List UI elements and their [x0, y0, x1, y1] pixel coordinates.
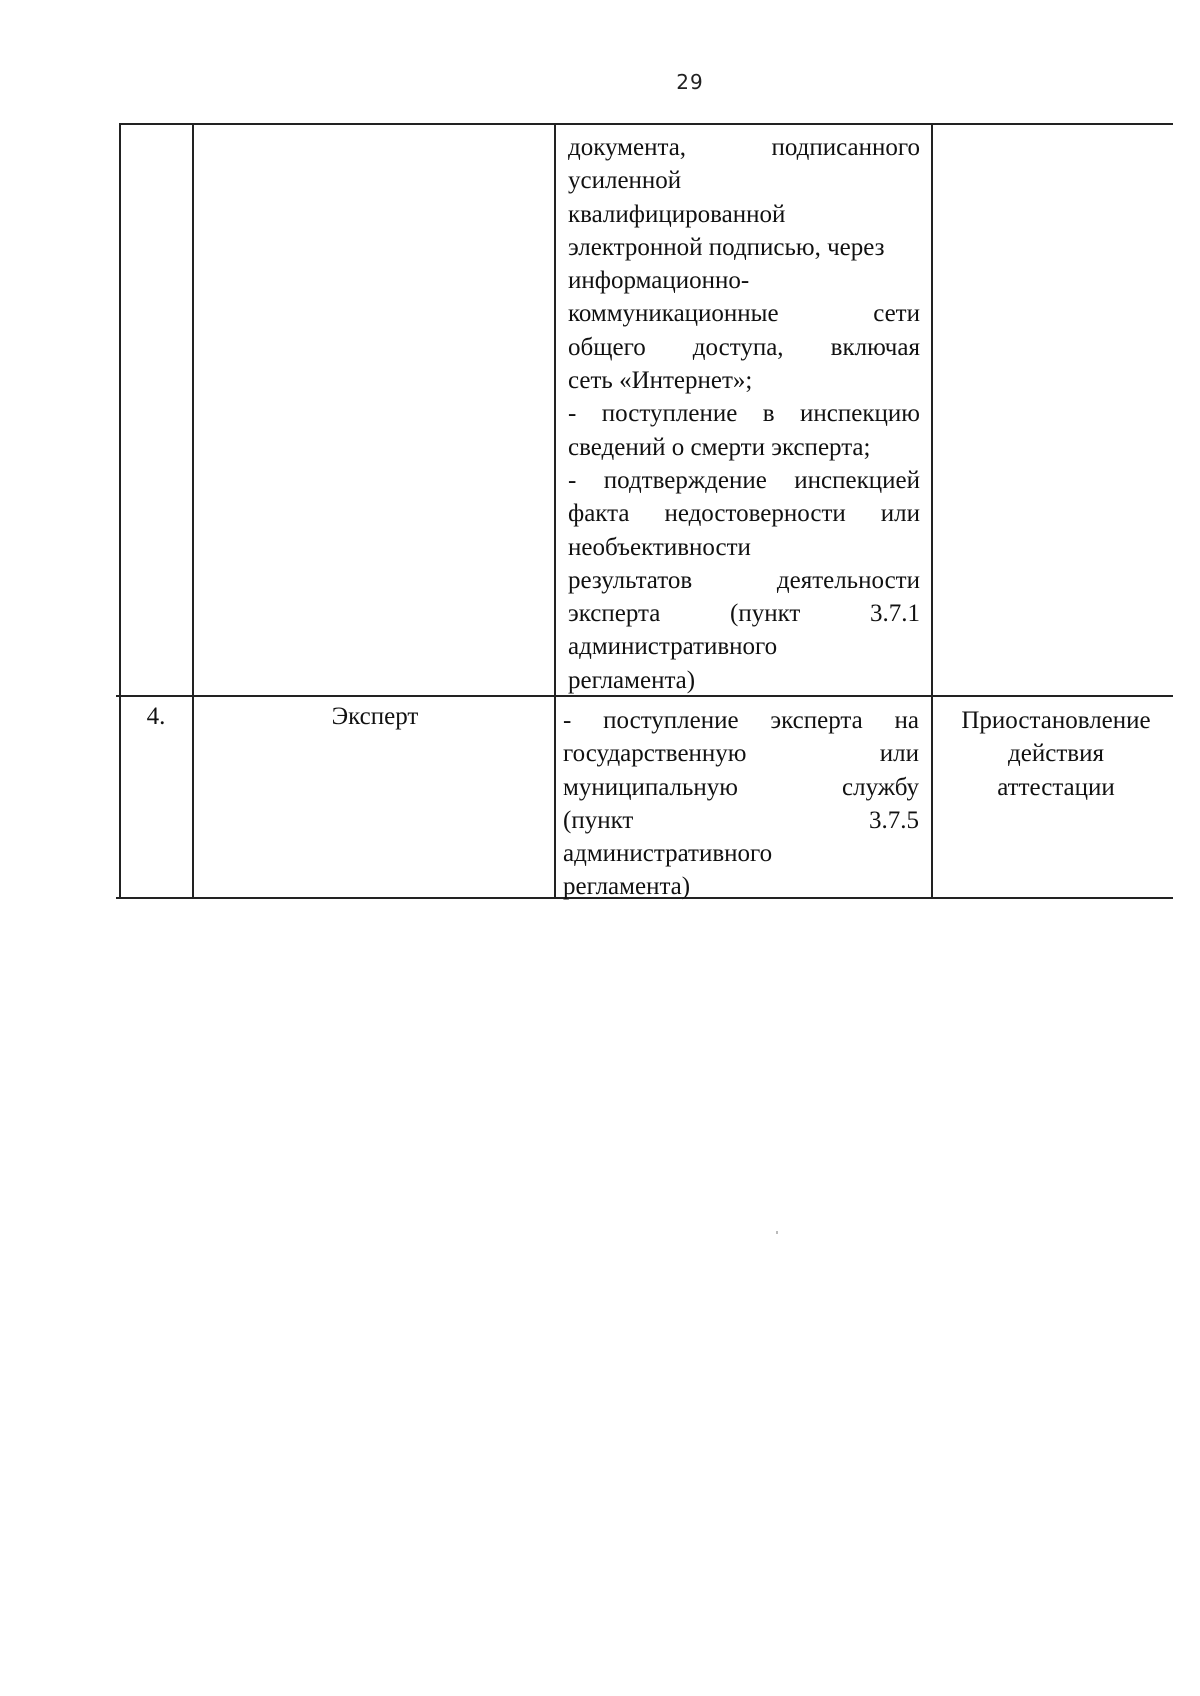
row-2-subject-cell: Эксперт: [331, 703, 419, 730]
word: сеть «Интернет»;: [568, 367, 753, 395]
text-line: [568, 597, 920, 630]
text-line: [568, 297, 920, 330]
word: необъективности: [568, 533, 751, 561]
word: эксперта: [568, 600, 661, 628]
column-divider-3: [931, 123, 933, 899]
column-divider-1: [192, 123, 194, 899]
text-line: [568, 531, 920, 564]
text-line: [568, 231, 920, 264]
text-line: [568, 431, 920, 464]
table-top-border: [119, 123, 1173, 125]
word: регламента): [563, 873, 691, 901]
word: службу: [842, 773, 919, 801]
word: коммуникационные: [568, 300, 779, 328]
word: -: [563, 707, 572, 734]
text-line: [563, 704, 919, 737]
word: квалифицированной: [568, 200, 786, 228]
text-line: [568, 198, 920, 231]
word: поступление: [601, 400, 738, 428]
word: документа,: [568, 134, 687, 161]
table-left-border: [119, 123, 121, 899]
word: в: [762, 400, 775, 428]
word: доступа,: [692, 333, 784, 361]
word: факта: [568, 500, 630, 528]
text-line: [563, 737, 919, 770]
text-line: [563, 804, 919, 837]
text-line: [568, 131, 920, 164]
text-line: [568, 331, 920, 364]
text-line: [568, 564, 920, 597]
text-line: [568, 164, 920, 197]
word: сведений о смерти эксперта;: [568, 433, 871, 461]
text-line: [568, 464, 920, 497]
decision-line: аттестации: [997, 773, 1115, 801]
word: государственную: [563, 740, 747, 768]
word: 3.7.5: [869, 806, 919, 834]
word: на: [894, 707, 919, 734]
word: поступление: [603, 707, 739, 734]
decision-line: действия: [1008, 740, 1104, 768]
word: включая: [830, 333, 920, 361]
word: недостоверности: [664, 500, 846, 528]
text-line: [563, 837, 919, 870]
word: сети: [873, 300, 920, 328]
word: муниципальную: [563, 773, 738, 801]
word: подтверждение: [603, 466, 767, 494]
word: или: [880, 500, 920, 528]
text-line: [568, 364, 920, 397]
word: или: [879, 740, 919, 768]
word: 3.7.1: [870, 600, 920, 628]
word: (пункт: [563, 806, 634, 834]
word: инспекцию: [800, 400, 920, 428]
text-line: [568, 397, 920, 430]
text-line: [568, 497, 920, 530]
word: -: [568, 400, 577, 428]
word: результатов: [568, 566, 693, 594]
column-divider-2: [554, 123, 556, 899]
text-line: [563, 870, 919, 903]
text-line: [568, 664, 920, 697]
word: инспекцией: [794, 466, 920, 494]
word: информационно-: [568, 267, 750, 295]
word: эксперта: [770, 707, 863, 734]
word: административного: [568, 633, 778, 661]
word: -: [568, 466, 577, 494]
decision-line: Приостановление: [961, 707, 1151, 734]
word: общего: [568, 333, 646, 361]
word: (пункт: [730, 600, 801, 628]
scan-speck: [776, 1231, 778, 1234]
word: усиленной: [568, 167, 682, 195]
row-2-decision-cell: [936, 704, 1176, 804]
text-line: [568, 630, 920, 663]
text-line: [563, 771, 919, 804]
text-line: [568, 264, 920, 297]
page-number: 29: [676, 70, 704, 94]
word: регламента): [568, 666, 696, 694]
word: электронной подписью, через: [568, 233, 885, 261]
row-1-grounds-cell: [568, 131, 920, 697]
row-2-number-cell: 4.: [146, 703, 166, 730]
word: деятельности: [776, 566, 920, 594]
word: подписанного: [771, 134, 920, 161]
row-2-grounds-cell: [563, 704, 919, 904]
word: административного: [563, 840, 773, 868]
